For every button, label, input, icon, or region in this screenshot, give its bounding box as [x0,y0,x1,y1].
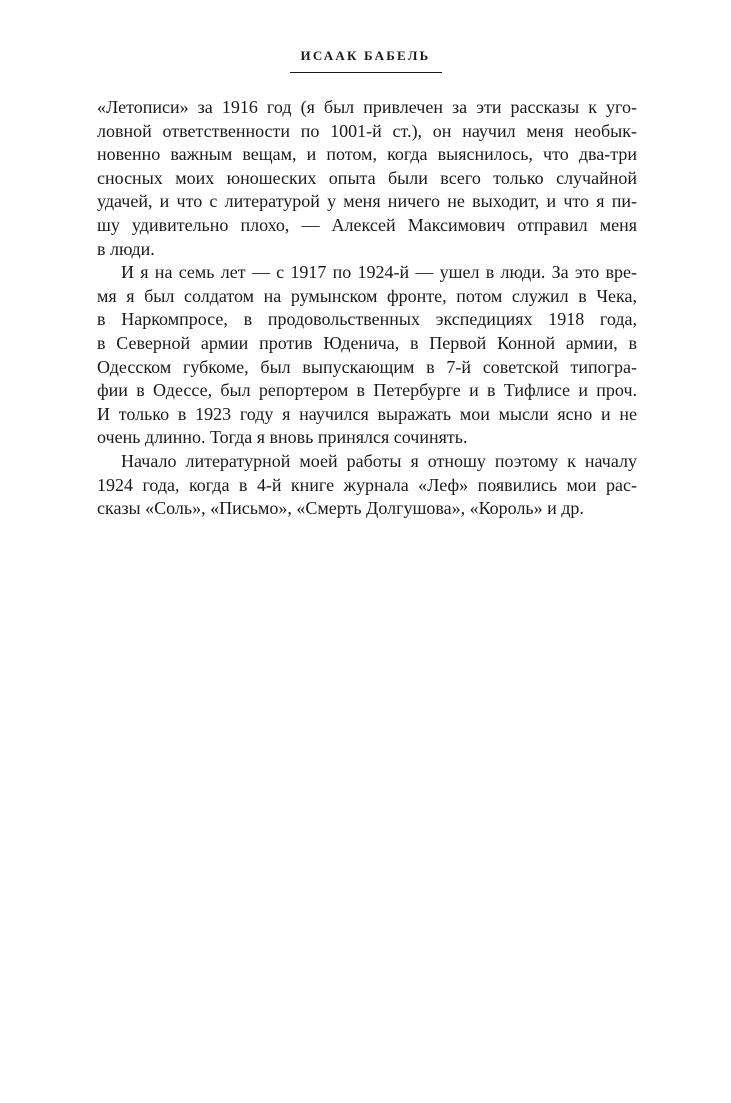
body-text [97,96,637,521]
text-line: сказы «Соль», «Письмо», «Смерть Долгушова», «Король» и др. [97,498,584,519]
text-line: Начало литературной моей работы я отношу поэтому к началу [121,450,637,471]
text-line: в Северной армии против Юденича, в Первой Конной армии, в [97,332,637,353]
text-line: 1924 года, когда в 4-й книге журнала «Леф» появились мои рас- [97,474,637,495]
text-line: в Наркомпросе, в продовольственных экспедициях 1918 года, [97,309,637,330]
text-line: Одесском губкоме, был выпускающим в 7-й советской типогра- [97,356,637,377]
text-line: шу удивительно плохо, — Алексей Максимович отправил меня [97,214,637,235]
paragraph-2 [97,261,637,450]
paragraph-1 [97,96,637,261]
text-line: сносных моих юношеских опыта были всего только случайной [97,167,637,188]
text-line: в люди. [97,238,155,259]
text-line: очень длинно. Тогда я вновь принялся сочинять. [97,427,468,448]
running-head: ИСААК БАБЕЛЬ [300,48,431,63]
text-line: мя я был солдатом на румынском фронте, потом служил в Чека, [97,285,637,306]
text-line: «Летописи» за 1916 год (я был привлечен за эти рассказы к уго- [97,97,637,117]
paragraph-3 [97,450,637,521]
header-rule [290,72,442,73]
text-line: И я на семь лет — с 1917 по 1924-й — ушел в люди. За это вре- [121,262,637,283]
text-line: удачей, и что с литературой у меня ничего не выходит, и что я пи- [97,191,637,212]
text-line: ловной ответственности по 1001-й ст.), он научил меня необык- [97,120,637,141]
text-line: фии в Одессе, был репортером в Петербурге и в Тифлисе и проч. [97,380,637,401]
text-line: И только в 1923 году я научился выражать мои мысли ясно и не [97,403,637,424]
text-line: новенно важным вещам, и потом, когда выяснилось, что два-три [97,144,637,165]
